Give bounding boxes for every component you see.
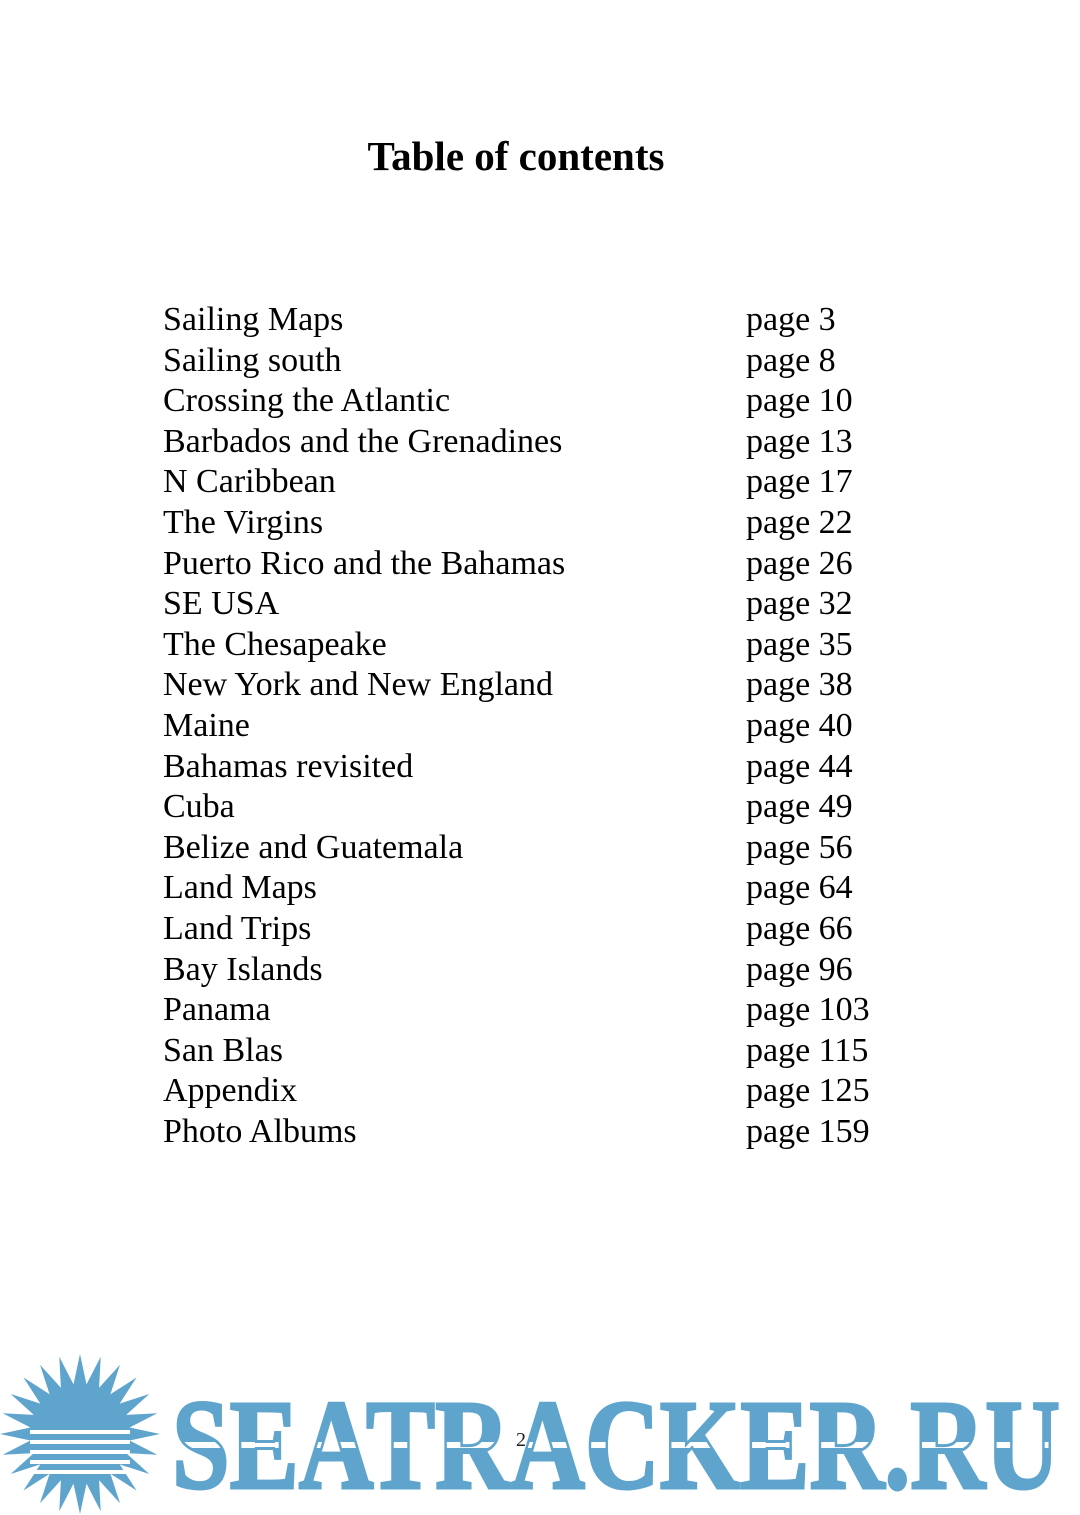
toc-page-ref: page 22 xyxy=(746,503,853,541)
toc-section-title: Puerto Rico and the Bahamas xyxy=(163,544,566,582)
toc-page-ref: page 26 xyxy=(746,544,853,582)
toc-entry xyxy=(163,341,923,382)
toc-section-title: Appendix xyxy=(163,1072,298,1110)
toc-page-ref: page 8 xyxy=(746,341,836,379)
toc-page-ref: page 159 xyxy=(746,1112,870,1150)
toc-section-title: Crossing the Atlantic xyxy=(163,382,451,420)
toc-section-title: Bay Islands xyxy=(163,950,323,988)
toc-section-title: Cuba xyxy=(163,788,235,826)
toc-entry xyxy=(163,950,923,991)
toc-entry xyxy=(163,1112,923,1153)
toc-entry xyxy=(163,1031,923,1072)
toc-section-title: Photo Albums xyxy=(163,1112,357,1150)
toc-entry xyxy=(163,706,923,747)
toc-page-ref: page 125 xyxy=(746,1072,870,1110)
toc-section-title: Sailing south xyxy=(163,341,342,379)
toc-section-title: New York and New England xyxy=(163,666,554,704)
toc-section-title: N Caribbean xyxy=(163,463,336,501)
toc-entry xyxy=(163,787,923,828)
toc-section-title: Panama xyxy=(163,991,271,1029)
toc-entry xyxy=(163,381,923,422)
toc-section-title: Sailing Maps xyxy=(163,301,344,338)
toc-entry xyxy=(163,503,923,544)
toc-entry xyxy=(163,1071,923,1112)
toc-section-title: Maine xyxy=(163,706,250,744)
toc-entry xyxy=(163,544,923,585)
toc-section-title: Land Trips xyxy=(163,909,312,947)
toc-page-ref: page 17 xyxy=(746,463,853,501)
toc-entry xyxy=(163,665,923,706)
toc-entry xyxy=(163,584,923,625)
toc-page-ref: page 38 xyxy=(746,666,853,704)
toc-entry xyxy=(163,990,923,1031)
watermark-text: SEATRACKER.RU xyxy=(172,1374,1060,1515)
toc-page-ref: page 13 xyxy=(746,422,853,460)
toc-page-ref: page 35 xyxy=(746,625,853,663)
page-number: 2 xyxy=(516,1429,526,1451)
toc-section-title: The Virgins xyxy=(163,503,324,541)
toc-page-ref: page 10 xyxy=(746,382,853,420)
toc-section-title: Belize and Guatemala xyxy=(163,828,464,866)
toc-page-ref: page 103 xyxy=(746,991,870,1029)
toc-page-ref: page 49 xyxy=(746,788,853,826)
toc-section-title: SE USA xyxy=(163,585,280,623)
toc-entry xyxy=(163,625,923,666)
table-of-contents xyxy=(163,300,923,1152)
toc-page-ref: page 3 xyxy=(746,301,836,338)
toc-entry xyxy=(163,909,923,950)
toc-section-title: Bahamas revisited xyxy=(163,747,414,785)
toc-section-title: Barbados and the Grenadines xyxy=(163,422,563,460)
toc-page-ref: page 66 xyxy=(746,909,853,947)
toc-entry xyxy=(163,747,923,788)
toc-entry xyxy=(163,828,923,869)
toc-entry xyxy=(163,422,923,463)
toc-page-ref: page 64 xyxy=(746,869,853,907)
toc-page-ref: page 96 xyxy=(746,950,853,988)
toc-section-title: San Blas xyxy=(163,1031,283,1069)
toc-section-title: Land Maps xyxy=(163,869,317,907)
toc-page-ref: page 56 xyxy=(746,828,853,866)
toc-section-title: The Chesapeake xyxy=(163,625,387,663)
toc-page-ref: page 40 xyxy=(746,706,853,744)
watermark xyxy=(0,1350,1080,1515)
toc-entry xyxy=(163,868,923,909)
toc-entry xyxy=(163,462,923,503)
page-title: Table of contents xyxy=(367,133,665,179)
toc-page-ref: page 115 xyxy=(746,1031,869,1069)
toc-page-ref: page 44 xyxy=(746,747,853,785)
sun-icon xyxy=(0,1354,160,1514)
toc-page-ref: page 32 xyxy=(746,585,853,623)
toc-entry xyxy=(163,300,923,341)
